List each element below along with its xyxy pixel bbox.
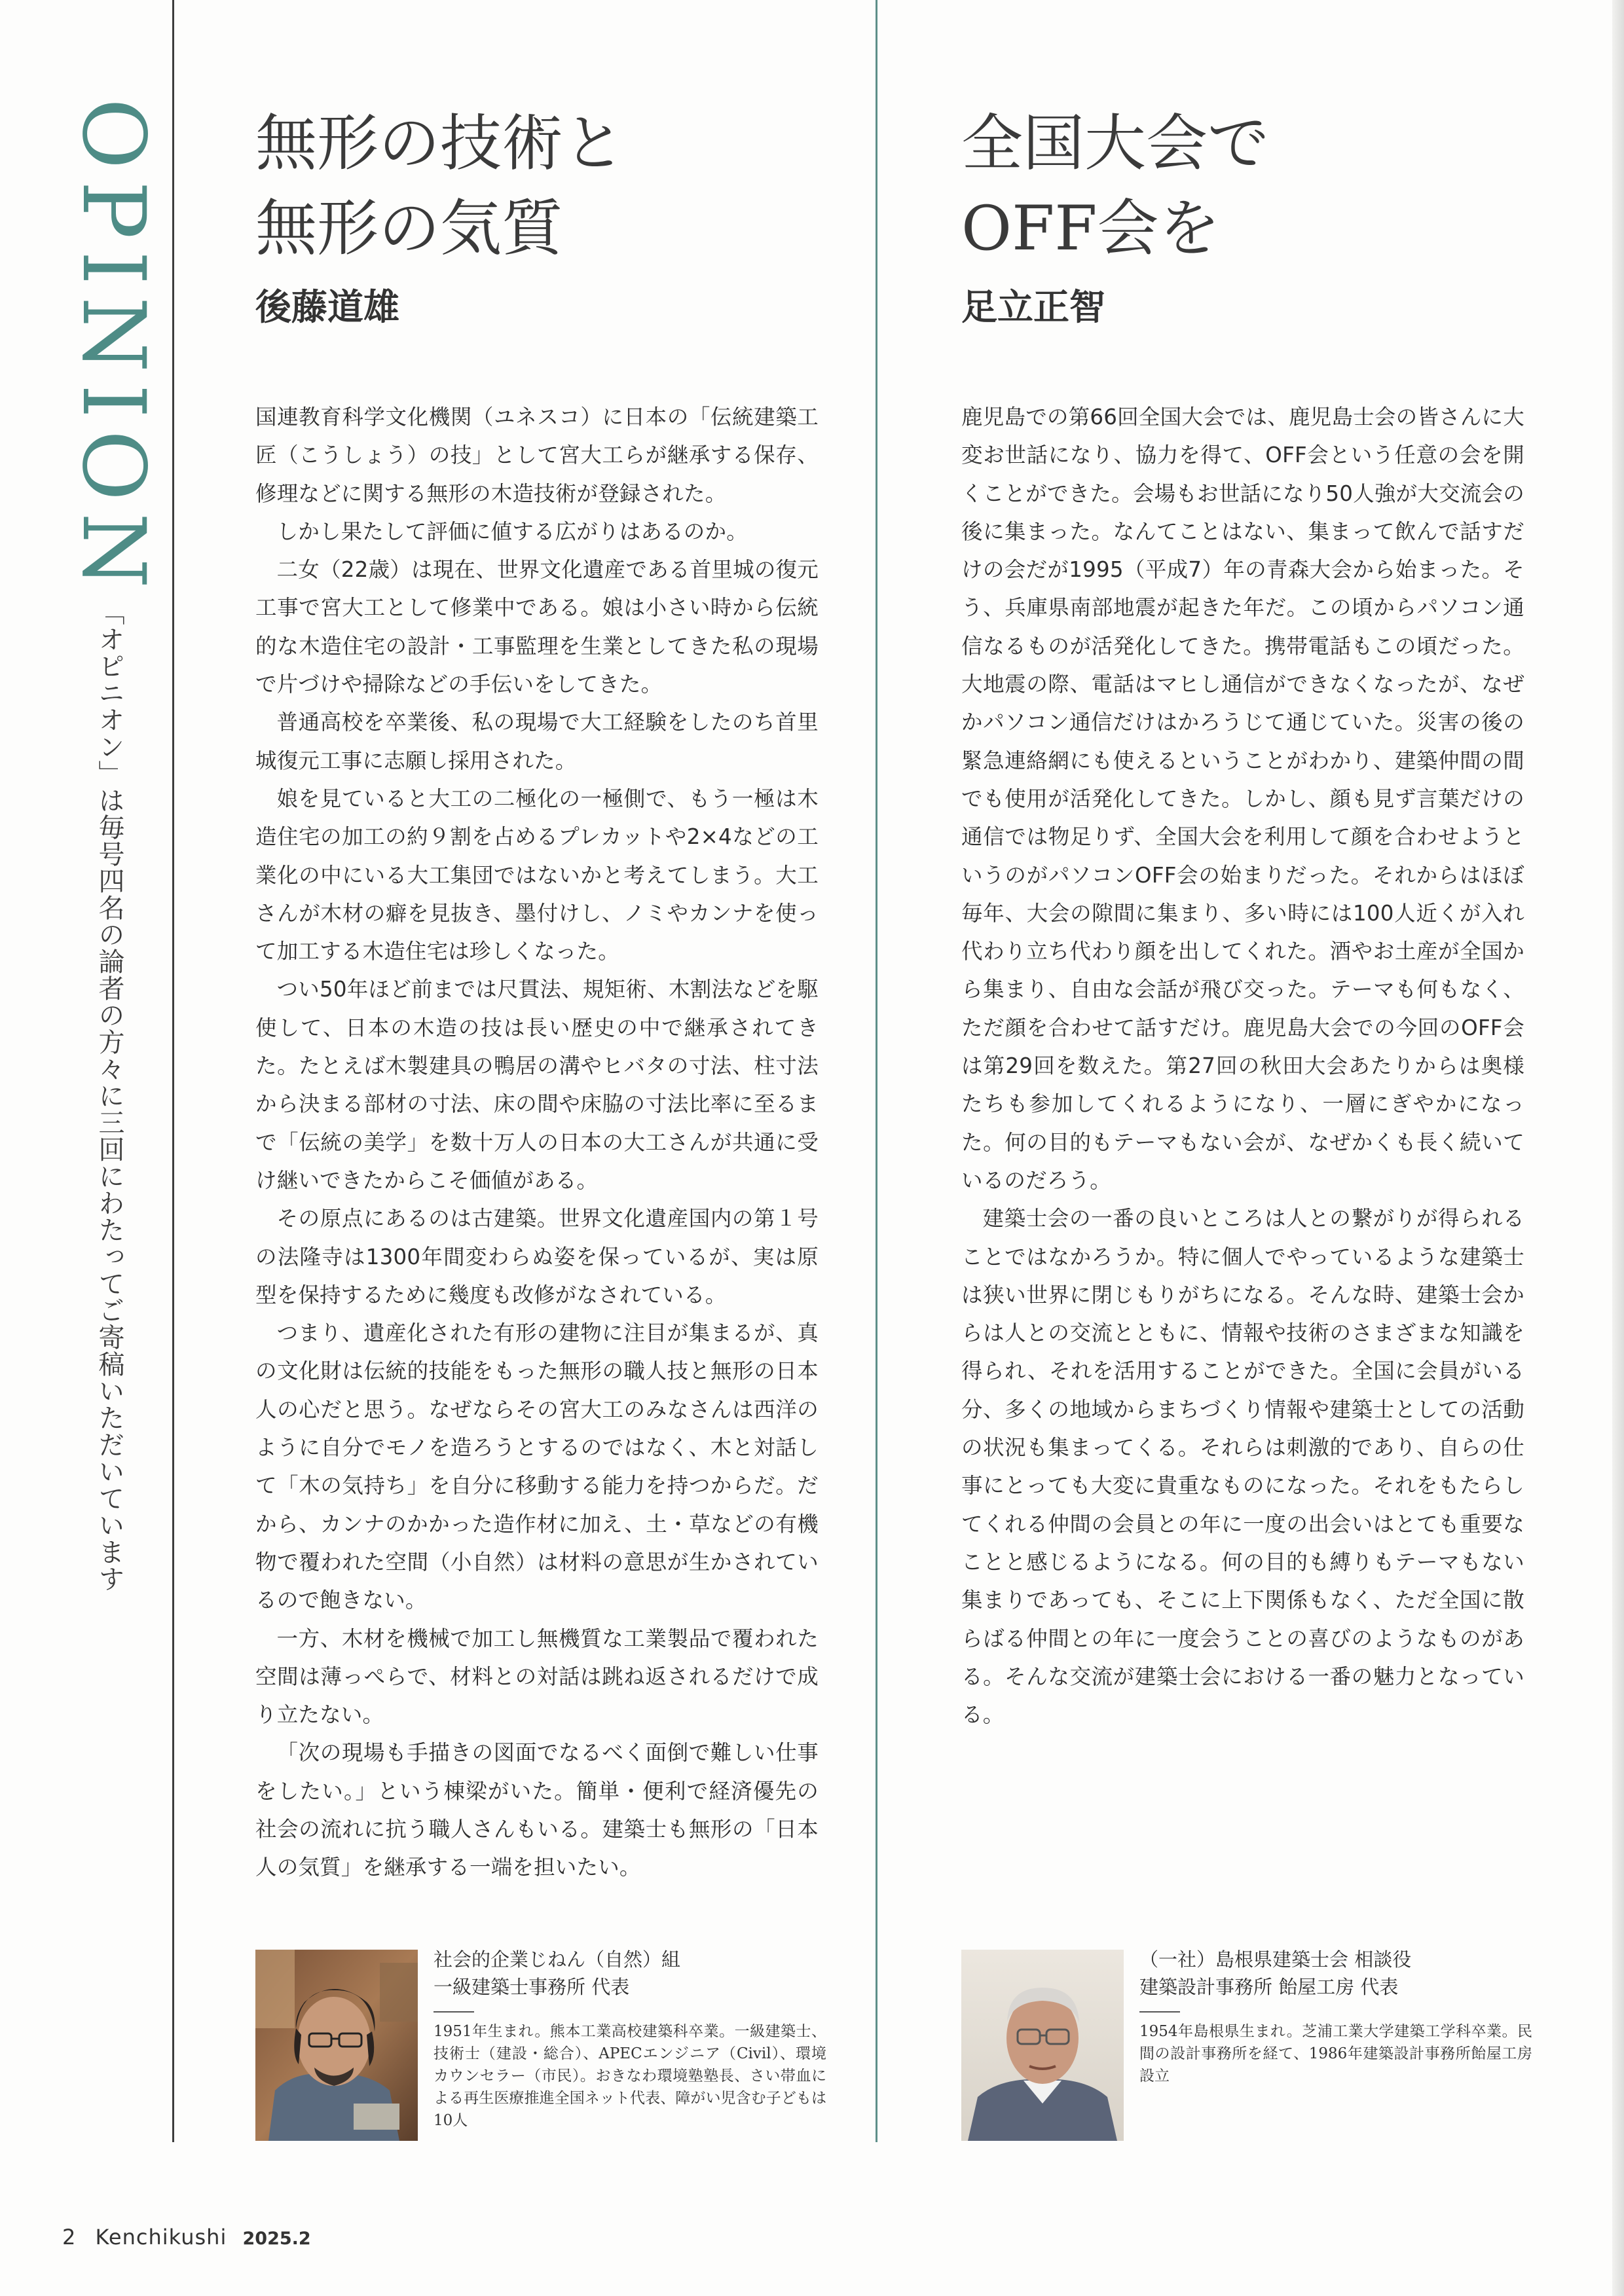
profile-divider <box>1139 2011 1180 2013</box>
profile-text <box>434 1946 826 2132</box>
page-footer <box>62 2225 311 2250</box>
section-note: 「オピニオン」は毎号四名の論者の方々に三回にわたってご寄稿いただいています <box>94 599 124 1592</box>
paragraph: 鹿児島での第66回全国大会では、鹿児島士会の皆さんに大変お世話になり、協力を得て、OFF会という任意の会を開くことができた。会場もお世話になり50人強が大交流会の後に集まった。なんてことはない、集まって飲んで話すだけの会だが1995（平成7）年の青森大会から始まった。そう、兵庫県南部地震が起きた年だ。この頃からパソコン通信なるものが活発化してきた。携帯電話もこの頃だった。大地震の際、電話はマヒし通信ができなくなったが、なぜかパソコン通信だけはかろうじて通じていた。災害の後の緊急連絡網にも使えるということがわかり、建築仲間の間でも使用が活発化してきた。しかし、顔も見ず言葉だけの通信では物足りず、全国大会を利用して顔を合わせようというのがパソコンOFF会の始まりだった。それからはほぼ毎年、大会の隙間に集まり、多い時には100人近くが入れ代わり立ち代わり顔を出してくれた。酒やお土産が全国から集まり、自由な会話が飛び交った。テーマも何もなく、ただ顔を合わせて話すだけ。鹿児島大会での今回のOFF会は第29回を数えた。第27回の秋田大会あたりからは奥様たちも参加してくれるようになり、一層にぎやかになった。何の目的もテーマもない会が、なぜかくも長く続いているのだろう。 <box>961 405 1524 1193</box>
article-body <box>961 398 1524 1734</box>
article-title-line: OFF会を <box>961 193 1221 264</box>
paragraph: しかし果たして評価に値する広がりはあるのか。 <box>276 519 748 544</box>
issue-number: 2025.2 <box>242 2229 311 2249</box>
article-title-line: 無形の気質 <box>255 193 564 264</box>
paragraph: 建築士会の一番の良いところは人との繋がりが得られることではなかろうか。特に個人でやっているような建築士は狭い世界に閉じもりがちになる。そんな時、建築士会からは人との交流とともに、情報や技術のさまざまな知識を得られ、それを活用することができた。全国に会員がいる分、多くの地域からまちづくり情報や建築士としての活動の状況も集まってくる。それらは刺激的であり、自らの仕事にとっても大変に貴重なものになった。それをもたらしてくれる仲間の会員との年に一度の出会いはとても重要なことと感じるようになる。何の目的も縛りもテーマもない集まりであっても、そこに上下関係もなく、ただ全国に散らばる仲間との年に一度会うことの喜びのようなものがある。そんな交流が建築士会における一番の魅力となっている。 <box>961 1206 1524 1728</box>
profile-org: 社会的企業じねん（自然）組 <box>434 1948 681 1971</box>
profile-divider <box>434 2011 474 2013</box>
author-profile <box>255 1948 826 2146</box>
author-portrait-image <box>255 1950 418 2141</box>
paragraph: 一方、木材を機械で加工し無機質な工業製品で覆われた空間は薄っぺらで、材料との対話は跳ね返されるだけで成り立たない。 <box>255 1626 819 1728</box>
section-title-opinion: OPINION <box>63 98 164 600</box>
author-photo <box>961 1950 1124 2141</box>
paragraph: 普通高校を卒業後、私の現場で大工経験をしたのち首里城復元工事に志願し採用された。 <box>255 710 819 773</box>
page-number: 2 <box>62 2225 76 2250</box>
article-title-line: 無形の技術と <box>255 108 625 179</box>
paragraph: 娘を見ていると大工の二極化の一極側で、もう一極は木造住宅の加工の約９割を占めるプレカットや2×4などの工業化の中にいる大工集団ではないかと考えてしまう。大工さんが木材の癖を見抜き、墨付けし、ノミやカンナを使って加工する木造住宅は珍しくなった。 <box>255 786 819 964</box>
scan-edge <box>1612 0 1624 2296</box>
profile-title: 建築設計事務所 飴屋工房 代表 <box>1139 1976 1399 1998</box>
profile-title: 一級建築士事務所 代表 <box>434 1976 630 1998</box>
paragraph: つい50年ほど前までは尺貫法、規矩術、木割法などを駆使して、日本の木造の技は長い歴史の中で継承されてきた。たとえば木製建具の鴨居の溝やヒバタの寸法、柱寸法から決まる部材の寸法、床の間や床脇の寸法比率に至るまで「伝統の美学」を数十万人の日本の大工さんが共通に受け継いできたからこそ価値がある。 <box>255 977 819 1193</box>
divider-left <box>172 0 174 2142</box>
divider-center <box>876 0 877 2142</box>
paragraph: その原点にあるのは古建築。世界文化遺産国内の第１号の法隆寺は1300年間変わらぬ姿を保っているが、実は原型を保持するために幾度も改修がなされている。 <box>255 1206 819 1307</box>
magazine-name: Kenchikushi <box>95 2225 227 2250</box>
author-name: 後藤道雄 <box>255 285 400 328</box>
article-title <box>255 101 819 272</box>
profile-bio: 1954年島根県生まれ。芝浦工業大学建築工学科卒業。民間の設計事務所を経て、1986年建築設計事務所飴屋工房設立 <box>1139 2023 1532 2085</box>
article-title <box>961 101 1524 272</box>
profile-text <box>1139 1946 1532 2087</box>
profile-org: （一社）島根県建築士会 相談役 <box>1139 1948 1412 1971</box>
author-name: 足立正智 <box>961 285 1106 328</box>
article-title-line: 全国大会で <box>961 108 1270 179</box>
paragraph: 「次の現場も手描きの図面でなるべく面倒で難しい仕事をしたい。」という棟梁がいた。簡単・便利で経済優先の社会の流れに抗う職人さんもいる。建築士も無形の「日本人の気質」を継承する一端を担いたい。 <box>255 1740 819 1880</box>
paragraph: 国連教育科学文化機関（ユネスコ）に日本の「伝統建築工匠（こうしょう）の技」として宮大工らが継承する保存、修理などに関する無形の木造技術が登録された。 <box>255 405 819 506</box>
author-profile <box>961 1948 1532 2146</box>
author-photo <box>255 1950 418 2141</box>
profile-bio: 1951年生まれ。熊本工業高校建築科卒業。一級建築士、技術士（建設・総合）、APECエンジニア（Civil）、環境カウンセラー（市民）。おきなわ環境塾塾長、さい帯血による再生医療推進全国ネット代表、障がい児含む子どもは10人 <box>434 2023 826 2129</box>
paragraph: つまり、遺産化された有形の建物に注目が集まるが、真の文化財は伝統的技能をもった無形の職人技と無形の日本人の心だと思う。なぜならその宮大工のみなさんは西洋のように自分でモノを造ろうとするのではなく、木と対話して「木の気持ち」を自分に移動する能力を持つからだ。だから、カンナのかかった造作材に加え、土・草などの有機物で覆われた空間（小自然）は材料の意思が生かされているので飽きない。 <box>255 1321 819 1613</box>
paragraph: 二女（22歳）は現在、世界文化遺産である首里城の復元工事で宮大工として修業中である。娘は小さい時から伝統的な木造住宅の設計・工事監理を生業としてきた私の現場で片づけや掃除などの手伝いをしてきた。 <box>255 557 819 697</box>
article-body <box>255 398 819 1887</box>
author-portrait-image <box>961 1950 1124 2141</box>
